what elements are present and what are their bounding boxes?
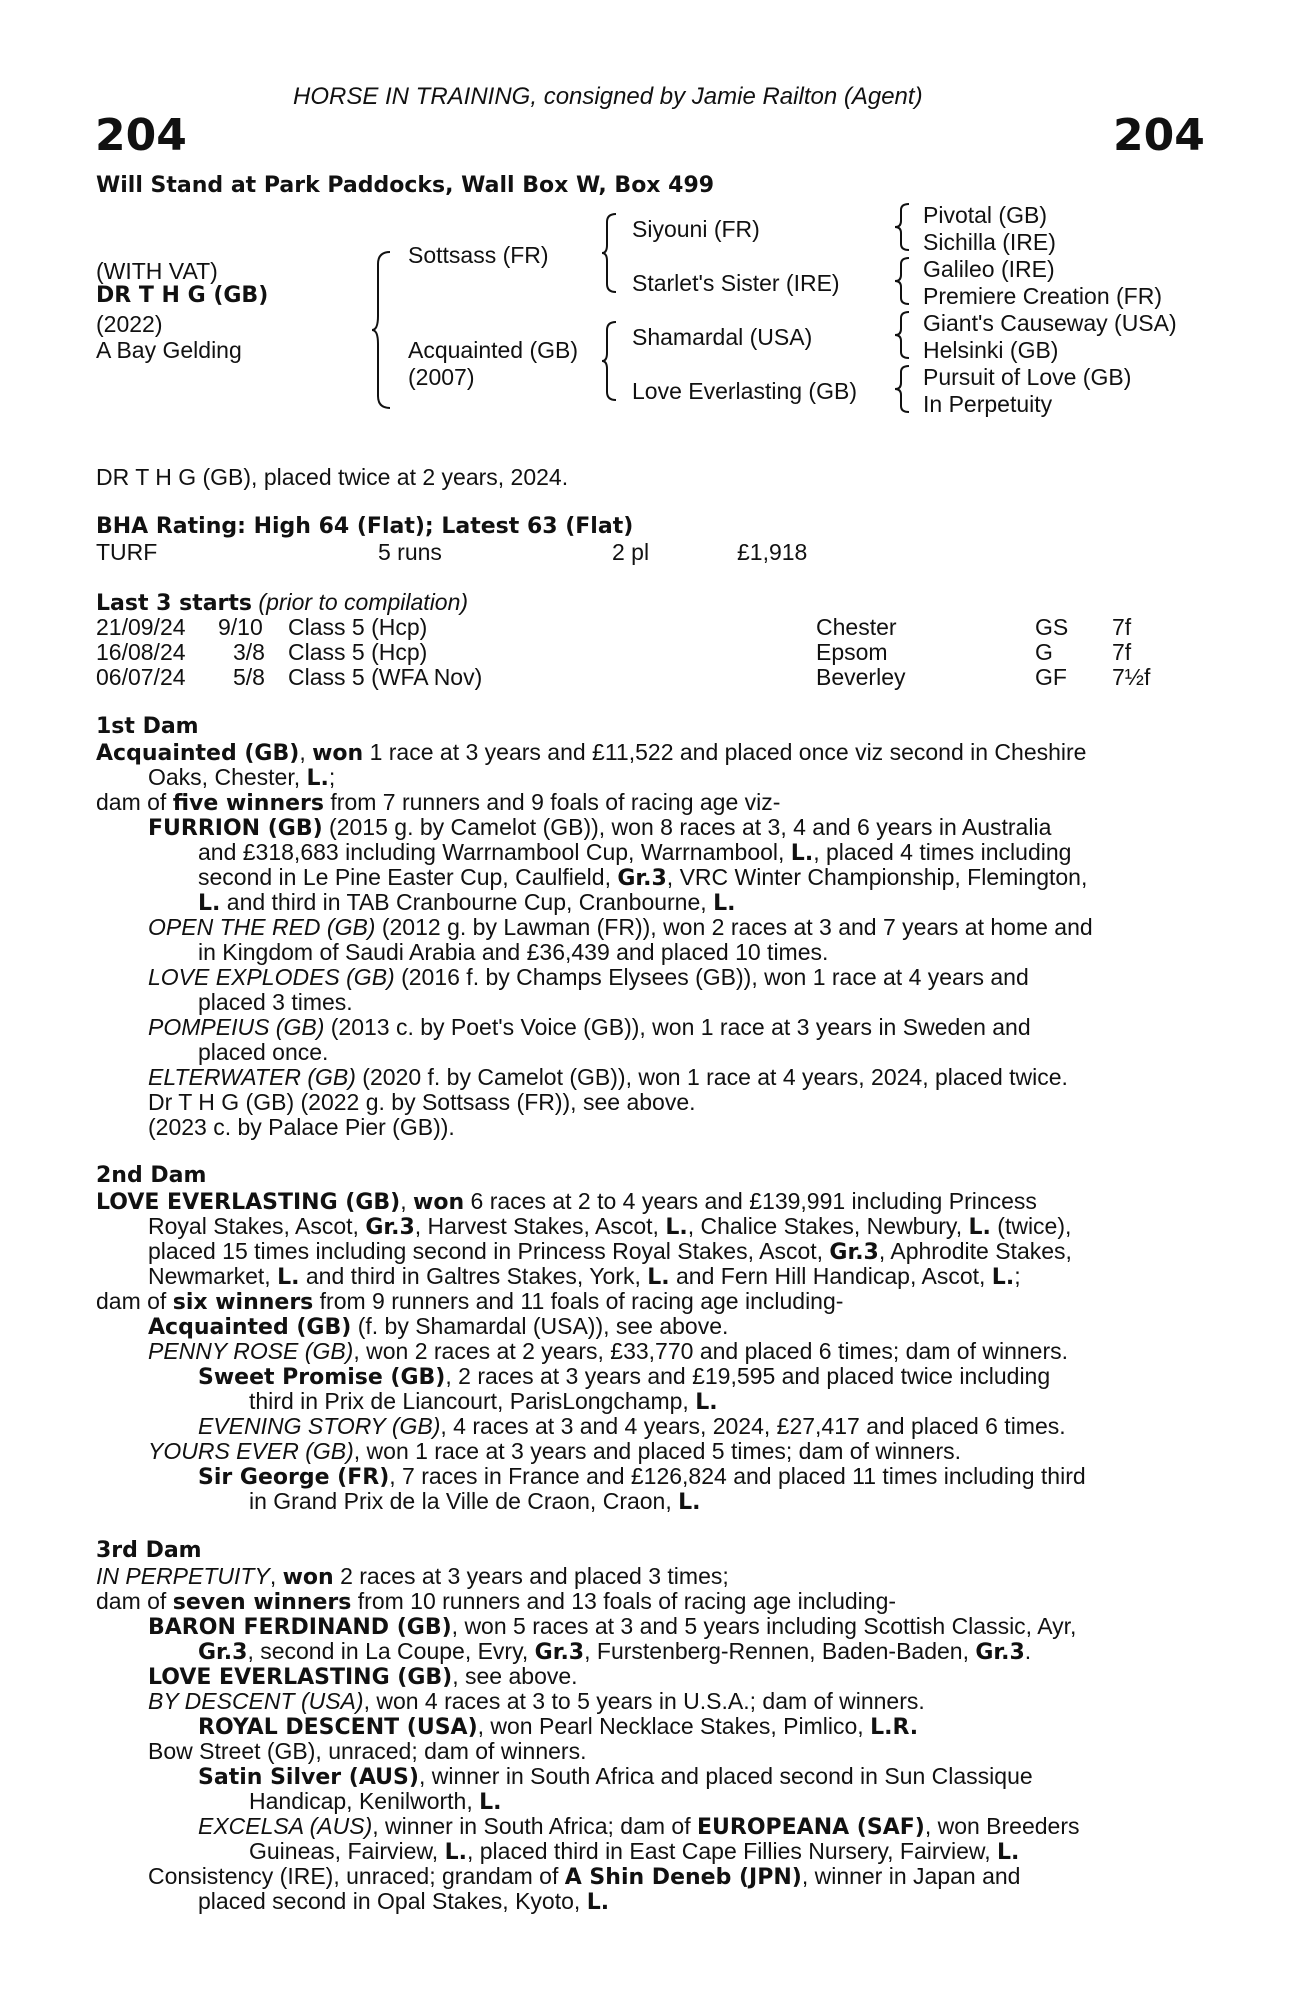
consistency-text: Consistency (IRE), unraced; grandam of [148, 1863, 565, 1889]
start-course: Epsom [816, 639, 888, 665]
dam2-line4 [148, 1263, 1021, 1291]
dam2-text-3a: placed 15 times including second in Princess Royal Stakes, Ascot, [148, 1238, 830, 1264]
vat-note: (WITH VAT) [96, 258, 218, 284]
group3-mark: Gr.3 [829, 1240, 879, 1265]
by-descent-line [148, 1688, 925, 1714]
excelsa-text-b: , won Breeders [924, 1813, 1080, 1839]
listed-mark: L. [713, 891, 736, 916]
listed-mark: L. [790, 841, 814, 866]
dam-sire: Shamardal (USA) [632, 324, 813, 350]
listed-mark: L. [479, 1790, 502, 1815]
excelsa-text-2a: Guineas, Fairview, [249, 1838, 445, 1864]
sweet-promise-line1 [198, 1363, 1050, 1391]
consistency-text-b: , winner in Japan and [801, 1863, 1021, 1889]
furrion-text-3b: , VRC Winter Championship, Flemington, [666, 864, 1088, 890]
evening-story-text: , 4 races at 3 and 4 years, 2024, £27,417 and placed 6 times. [440, 1413, 1066, 1439]
dam2-text-1: 6 races at 2 to 4 years and £139,991 including Princess [464, 1188, 1037, 1214]
group3-mark: Gr.3 [975, 1640, 1025, 1665]
elterwater-name: ELTERWATER (GB) [148, 1064, 356, 1090]
dam1-produce-rest: from 7 runners and 9 foals of racing age viz- [324, 789, 781, 815]
dam2-text-4c: and Fern Hill Handicap, Ascot, [669, 1263, 992, 1289]
dam2-line3 [148, 1238, 1072, 1266]
dam2-name: LOVE EVERLASTING (GB) [96, 1190, 401, 1215]
start-distance: 7½f [1112, 664, 1151, 690]
dam2-text-4a: Newmarket, [148, 1263, 278, 1289]
listed-restricted-mark: L.R. [870, 1715, 919, 1740]
furrion-text-1: (2015 g. by Camelot (GB)), won 8 races at 3, 4 and 6 years in Australia [322, 814, 1052, 840]
dam-of-label: dam of [96, 789, 173, 815]
love-explodes-line1 [148, 964, 1029, 990]
horse-name: DR T H G (GB) [96, 283, 269, 308]
rating-runs: 5 runs [378, 539, 442, 565]
evening-story-line [198, 1413, 1066, 1439]
yours-ever-text: , won 1 race at 3 years and placed 5 times; dam of winners. [353, 1438, 962, 1464]
open-red-line1 [148, 914, 1093, 940]
baron-ferdinand-name: BARON FERDINAND (GB) [148, 1615, 452, 1640]
rating-earnings: £1,918 [737, 539, 808, 565]
dam3-line1: IN PERPETUITY, won 2 races at 3 years and placed 3 times; [96, 1563, 729, 1590]
start-position: 9/10 [218, 614, 263, 640]
pedigree-brace-g3 [893, 310, 913, 360]
ancestor-1: Pivotal (GB) [923, 202, 1047, 228]
start-going: GS [1035, 614, 1069, 640]
furrion-line2 [198, 839, 1071, 867]
pedigree-brace-g2 [893, 256, 913, 306]
sweet-promise-line2 [249, 1388, 718, 1416]
furrion-name: FURRION (GB) [148, 816, 323, 841]
yours-ever-name: YOURS EVER (GB) [148, 1438, 354, 1464]
furrion-text-4: and third in TAB Cranbourne Cup, Cranbourne, [220, 889, 714, 915]
baron-line2 [198, 1638, 1031, 1666]
listed-mark: L. [991, 1265, 1015, 1290]
start-date: 16/08/24 [96, 639, 186, 665]
sire-sire: Siyouni (FR) [632, 216, 760, 242]
drthg-line: Dr T H G (GB) (2022 g. by Sottsass (FR)), see above. [148, 1089, 696, 1115]
pedigree-brace-dam [600, 320, 620, 402]
ancestor-8: In Perpetuity [923, 391, 1053, 417]
dam1-heading: 1st Dam [96, 714, 199, 739]
stand-location: Will Stand at Park Paddocks, Wall Box W, Box 499 [96, 173, 715, 198]
satin-silver-line1 [198, 1763, 1033, 1791]
group3-mark: Gr.3 [617, 866, 667, 891]
pedigree-brace-g4 [893, 364, 913, 414]
by-descent-name: BY DESCENT (USA) [148, 1688, 364, 1714]
horse-year: (2022) [96, 311, 163, 337]
start-class: Class 5 (Hcp) [288, 639, 428, 665]
sir-george-line1 [198, 1463, 1086, 1491]
dam1-name: Acquainted (GB) [96, 741, 300, 766]
last-starts-note: (prior to compilation) [258, 589, 469, 615]
dam3-heading: 3rd Dam [96, 1538, 202, 1563]
dam-year: (2007) [408, 364, 475, 390]
ancestor-3: Galileo (IRE) [923, 256, 1055, 282]
yours-ever-line [148, 1438, 961, 1464]
sir-george-text-2: in Grand Prix de la Ville de Craon, Craon, [249, 1488, 679, 1514]
dam2-heading: 2nd Dam [96, 1163, 207, 1188]
listed-mark: L. [586, 1890, 610, 1915]
by-descent-text: , won 4 races at 3 to 5 years in U.S.A.; dam of winners. [363, 1688, 925, 1714]
excelsa-line2 [249, 1838, 1019, 1866]
ancestor-4: Premiere Creation (FR) [923, 283, 1162, 309]
consistency-line1 [148, 1863, 1020, 1891]
pedigree-brace-main [370, 250, 394, 410]
start-going: GF [1035, 664, 1067, 690]
period: . [1024, 1638, 1032, 1664]
dam-dam: Love Everlasting (GB) [632, 378, 857, 404]
dam1-text: 1 race at 3 years and £11,522 and placed once viz second in Cheshire [363, 739, 1087, 765]
last-starts-heading [96, 589, 468, 617]
dam1-line1: Acquainted (GB), won 1 race at 3 years and £11,522 and placed once viz second in Cheshire [96, 739, 1087, 766]
group3-mark: Gr.3 [198, 1640, 248, 1665]
listed-mark: L. [968, 1215, 991, 1240]
furrion-line3 [198, 864, 1087, 892]
love-explodes-line2: placed 3 times. [198, 989, 353, 1015]
foal-2023-line: (2023 c. by Palace Pier (GB)). [148, 1114, 455, 1140]
baron-line1 [148, 1613, 1076, 1641]
start-position: 5/8 [233, 664, 265, 690]
dam-of-label: dam of [96, 1588, 173, 1614]
dam2-text-4b: and third in Galtres Stakes, York, [299, 1263, 648, 1289]
start-position: 3/8 [233, 639, 265, 665]
ancestor-6: Helsinki (GB) [923, 337, 1059, 363]
dam2-produce-summary [96, 1288, 843, 1316]
love-everlasting-text: , see above. [452, 1663, 578, 1689]
dam2-text-2b: , Harvest Stakes, Ascot, [414, 1213, 666, 1239]
ancestor-2: Sichilla (IRE) [923, 229, 1056, 255]
bha-rating: BHA Rating: High 64 (Flat); Latest 63 (Flat) [96, 514, 634, 539]
pompeius-line2: placed once. [198, 1039, 329, 1065]
start-going: G [1035, 639, 1053, 665]
satin-silver-text-2: Handicap, Kenilworth, [249, 1788, 480, 1814]
consistency-text-2: placed second in Opal Stakes, Kyoto, [198, 1888, 587, 1914]
horse-description: A Bay Gelding [96, 337, 242, 363]
lot-number-left: 204 [95, 110, 187, 161]
love-everlasting-name: LOVE EVERLASTING (GB) [148, 1665, 453, 1690]
listed-mark: L. [997, 1840, 1020, 1865]
start-date: 06/07/24 [96, 664, 186, 690]
start-distance: 7f [1112, 614, 1132, 640]
furrion-text-2b: , placed 4 times including [813, 839, 1072, 865]
furrion-text-2: and £318,683 including Warrnambool Cup, Warrnambool, [198, 839, 791, 865]
love-explodes-name: LOVE EXPLODES (GB) [148, 964, 395, 990]
bow-street-line: Bow Street (GB), unraced; dam of winners. [148, 1738, 587, 1764]
dam1-text-2: Oaks, Chester, [148, 764, 307, 790]
royal-descent-name: ROYAL DESCENT (USA) [198, 1715, 478, 1740]
lot-number-right: 204 [1113, 110, 1205, 161]
sire-dam: Starlet's Sister (IRE) [632, 270, 840, 296]
sir-george-name: Sir George (FR) [198, 1465, 390, 1490]
royal-descent-text: , won Pearl Necklace Stakes, Pimlico, [477, 1713, 871, 1739]
sweet-promise-text-2: third in Prix de Liancourt, ParisLongchamp, [249, 1388, 696, 1414]
listed-mark: L. [277, 1265, 300, 1290]
furrion-text-3: second in Le Pine Easter Cup, Caulfield, [198, 864, 618, 890]
start-distance: 7f [1112, 639, 1132, 665]
satin-silver-line2 [249, 1788, 502, 1816]
start-course: Chester [816, 614, 897, 640]
dam2-text-4d: ; [1014, 1263, 1021, 1289]
satin-silver-name: Satin Silver (AUS) [198, 1765, 419, 1790]
dam1-produce-summary [96, 789, 780, 817]
listed-mark: L. [647, 1265, 670, 1290]
penny-rose-name: PENNY ROSE (GB) [148, 1338, 354, 1364]
pedigree-brace-g1 [893, 202, 913, 252]
ancestor-7: Pursuit of Love (GB) [923, 364, 1132, 390]
pompeius-name: POMPEIUS (GB) [148, 1014, 325, 1040]
open-red-name: OPEN THE RED (GB) [148, 914, 376, 940]
furrion-line1 [148, 814, 1051, 842]
sir-george-text: , 7 races in France and £126,824 and placed 11 times including third [389, 1463, 1086, 1489]
listed-mark: L. [695, 1390, 718, 1415]
love-explodes-text: (2016 f. by Champs Elysees (GB)), won 1 race at 4 years and [394, 964, 1029, 990]
a-shin-deneb-name: A Shin Deneb (JPN) [564, 1865, 802, 1890]
dam2-line1: LOVE EVERLASTING (GB), won 6 races at 2 to 4 years and £139,991 including Princess [96, 1188, 1037, 1215]
dam1-line2 [148, 764, 335, 792]
evening-story-name: EVENING STORY (GB) [198, 1413, 441, 1439]
pedigree-brace-sire [600, 212, 620, 294]
baron-text-1: , won 5 races at 3 and 5 years including Scottish Classic, Ayr, [451, 1613, 1077, 1639]
excelsa-name: EXCELSA (AUS) [198, 1813, 373, 1839]
pompeius-text: (2013 c. by Poet's Voice (GB)), won 1 race at 3 years in Sweden and [324, 1014, 1031, 1040]
race-summary: DR T H G (GB), placed twice at 2 years, 2024. [96, 464, 569, 490]
consistency-line2 [198, 1888, 609, 1916]
listed-mark: L. [198, 891, 221, 916]
consignment-line: HORSE IN TRAINING, consigned by Jamie Railton (Agent) [293, 83, 923, 110]
listed-mark: L. [306, 766, 329, 791]
acquainted-name: Acquainted (GB) [148, 1315, 352, 1340]
penny-rose-line [148, 1338, 1068, 1364]
sire: Sottsass (FR) [408, 242, 549, 268]
dam3-text: 2 races at 3 years and placed 3 times; [333, 1563, 729, 1589]
start-date: 21/09/24 [96, 614, 186, 640]
dam-of-label: dam of [96, 1288, 173, 1314]
royal-descent-line [198, 1713, 918, 1741]
baron-text-2b: , Furstenberg-Rennen, Baden-Baden, [584, 1638, 976, 1664]
dam3-won: won [282, 1565, 334, 1590]
dam2-text-2c: , Chalice Stakes, Newbury, [687, 1213, 969, 1239]
sir-george-line2 [249, 1488, 701, 1516]
start-course: Beverley [816, 664, 906, 690]
pompeius-line1 [148, 1014, 1031, 1040]
dam2-won: won [413, 1190, 465, 1215]
excelsa-text: , winner in South Africa; dam of [372, 1813, 697, 1839]
dam1-text-3: ; [328, 764, 336, 790]
winners-count: six winners [172, 1290, 314, 1315]
start-class: Class 5 (WFA Nov) [288, 664, 483, 690]
winners-count: seven winners [172, 1590, 352, 1615]
dam2-produce-rest: from 9 runners and 11 foals of racing age including- [313, 1288, 844, 1314]
sweet-promise-name: Sweet Promise (GB) [198, 1365, 446, 1390]
listed-mark: L. [678, 1490, 701, 1515]
dam3-produce-summary [96, 1588, 896, 1616]
penny-rose-text: , won 2 races at 2 years, £33,770 and placed 6 times; dam of winners. [353, 1338, 1069, 1364]
baron-text-2a: , second in La Coupe, Evry, [247, 1638, 535, 1664]
dam2-line2 [148, 1213, 1071, 1241]
acquainted-text: (f. by Shamardal (USA)), see above. [351, 1313, 729, 1339]
rating-placed: 2 pl [612, 539, 650, 565]
ancestor-5: Giant's Causeway (USA) [923, 310, 1177, 336]
excelsa-line1 [198, 1813, 1080, 1841]
satin-silver-text: , winner in South Africa and placed second in Sun Classique [418, 1763, 1033, 1789]
start-class: Class 5 (Hcp) [288, 614, 428, 640]
excelsa-text-2b: , placed third in East Cape Fillies Nursery, Fairview, [466, 1838, 998, 1864]
listed-mark: L. [665, 1215, 688, 1240]
elterwater-line [148, 1064, 1068, 1090]
dam3-name: IN PERPETUITY [96, 1563, 270, 1589]
dam1-won: won [312, 741, 364, 766]
group3-mark: Gr.3 [534, 1640, 585, 1665]
dam2-text-2d: (twice), [990, 1213, 1072, 1239]
sweet-promise-text: , 2 races at 3 years and £19,595 and placed twice including [445, 1363, 1051, 1389]
acquainted-line [148, 1313, 728, 1341]
dam2-text-3b: , Aphrodite Stakes, [878, 1238, 1072, 1264]
furrion-line4 [198, 889, 735, 917]
europeana-name: EUROPEANA (SAF) [696, 1815, 925, 1840]
dam3-produce-rest: from 10 runners and 13 foals of racing age including- [351, 1588, 897, 1614]
dam2-text-2a: Royal Stakes, Ascot, [148, 1213, 366, 1239]
dam: Acquainted (GB) [408, 337, 579, 363]
elterwater-text: (2020 f. by Camelot (GB)), won 1 race at 4 years, 2024, placed twice. [355, 1064, 1068, 1090]
open-red-line2: in Kingdom of Saudi Arabia and £36,439 and placed 10 times. [198, 939, 829, 965]
listed-mark: L. [444, 1840, 467, 1865]
love-everlasting-line [148, 1663, 578, 1691]
last-starts-title: Last 3 starts [96, 591, 253, 616]
rating-surface: TURF [96, 539, 158, 565]
group3-mark: Gr.3 [365, 1215, 415, 1240]
open-red-text-1: (2012 g. by Lawman (FR)), won 2 races at 3 and 7 years at home and [375, 914, 1093, 940]
winners-count: five winners [172, 791, 325, 816]
